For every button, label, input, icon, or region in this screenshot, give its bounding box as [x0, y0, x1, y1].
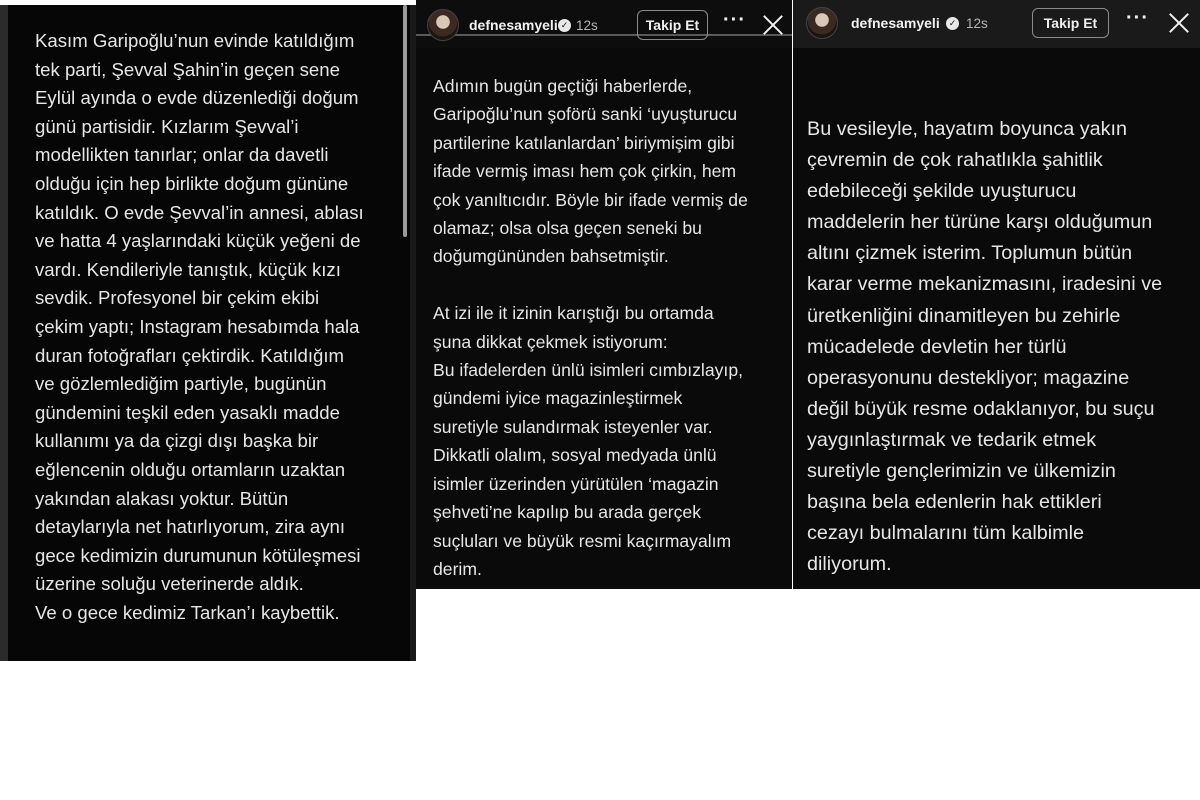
- username[interactable]: defnesamyeli: [469, 17, 558, 33]
- more-horizontal-icon[interactable]: ···: [1126, 7, 1149, 29]
- panel-edge: [0, 5, 8, 661]
- story-progress-bar: [416, 34, 792, 36]
- avatar[interactable]: [806, 7, 838, 39]
- story-panel-3: [793, 0, 1200, 589]
- verified-badge-icon: ✓: [946, 17, 959, 30]
- story-header: [793, 0, 1200, 48]
- close-icon[interactable]: [762, 14, 784, 36]
- story-header: [416, 0, 792, 48]
- story-text: Kasım Garipoğlu’nun evinde katıldığım tek parti, Şevval Şahin’in geçen sene Eylül ayında o evde düzenlediği doğum günü partisidir. Kızlarım Şevval’i modellikten tanırlar; onlar da davetli olduğu için hep birlikte doğum gününe katıldık. O evde Şevval’in annesi, ablası ve hatta 4 yaşlarındaki küçük yeğeni de vardı. Kendileriyle tanıştık, küçük kızı sevdik. Profesyonel bir çekim ekibi çekim yaptı; Instagram hesabımda hala duran fotoğrafları çektirdik. Katıldığım ve gözlemlediğim partiyle, bugünün gündemini teşkil eden yasaklı madde kullanımı ya da çizgi dışı başka bir eğlencenin olduğu ortamların uzaktan yakından alakası yoktur. Bütün detaylarıyla net hatırlıyorum, zira aynı gece kedimizin durumunun kötüleşmesi üzerine soluğu veterinerde aldık. Ve o gece kedimiz Tarkan’ı kaybettik.: [35, 30, 364, 623]
- follow-button[interactable]: Takip Et: [637, 10, 708, 40]
- story-timestamp: 12s: [966, 16, 988, 31]
- avatar[interactable]: [427, 9, 459, 41]
- scrollbar[interactable]: [403, 5, 407, 237]
- verified-badge-icon: ✓: [558, 19, 571, 32]
- story-panel-2: [416, 0, 792, 589]
- story-text: Adımın bugün geçtiği haberlerde, Garipoğlu’nun şoförü sanki ‘uyuşturucu partilerine katılanlardan’ biriymişim gibi ifade vermiş iması hem çok çirkin, hem çok yanıltıcıdır. Böyle bir ifade vermiş de olamaz; olsa olsa geçen seneki bu doğumgününden bahsetmiştir. At izi ile it izinin karıştığı bu ortamda şuna dikkat çekmek istiyorum: Bu ifadelerden ünlü isimleri cımbızlayıp, gündemi iyice magazinleştirmek suretiyle sulandırmak isteyenler var. Dikkatli olalım, sosyal medyada ünlü isimler üzerinden yürütülen ‘magazin şehveti’ne kapılıp bu arada gerçek suçluları ve büyük resmi kaçırmayalım derim.: [433, 76, 748, 579]
- username[interactable]: defnesamyeli: [851, 15, 940, 31]
- story-timestamp: 12s: [576, 18, 598, 33]
- story-text: Bu vesileyle, hayatım boyunca yakın çevremin de çok rahatlıkla şahitlik edebileceği şekilde uyuşturucu maddelerin her türüne karşı olduğumun altını çizmek isterim. Toplumun bütün karar verme mekanizmasını, iradesini ve üretkenliğini dinamitleyen bu zehirle mücadelede devletin her türlü operasyonunu destekliyor; magazine değil büyük resme odaklanıyor, bu suçu yaygınlaştırmak ve tedarik etmek suretiyle gençlerimizin ve ülkemizin başına bela edenlerin hak ettikleri cezayı bulmalarını tüm kalbimle diliyorum.: [807, 118, 1163, 576]
- more-horizontal-icon[interactable]: ···: [723, 9, 746, 31]
- follow-button[interactable]: Takip Et: [1032, 8, 1109, 38]
- close-icon[interactable]: [1168, 12, 1190, 34]
- story-panel-1: [0, 5, 416, 661]
